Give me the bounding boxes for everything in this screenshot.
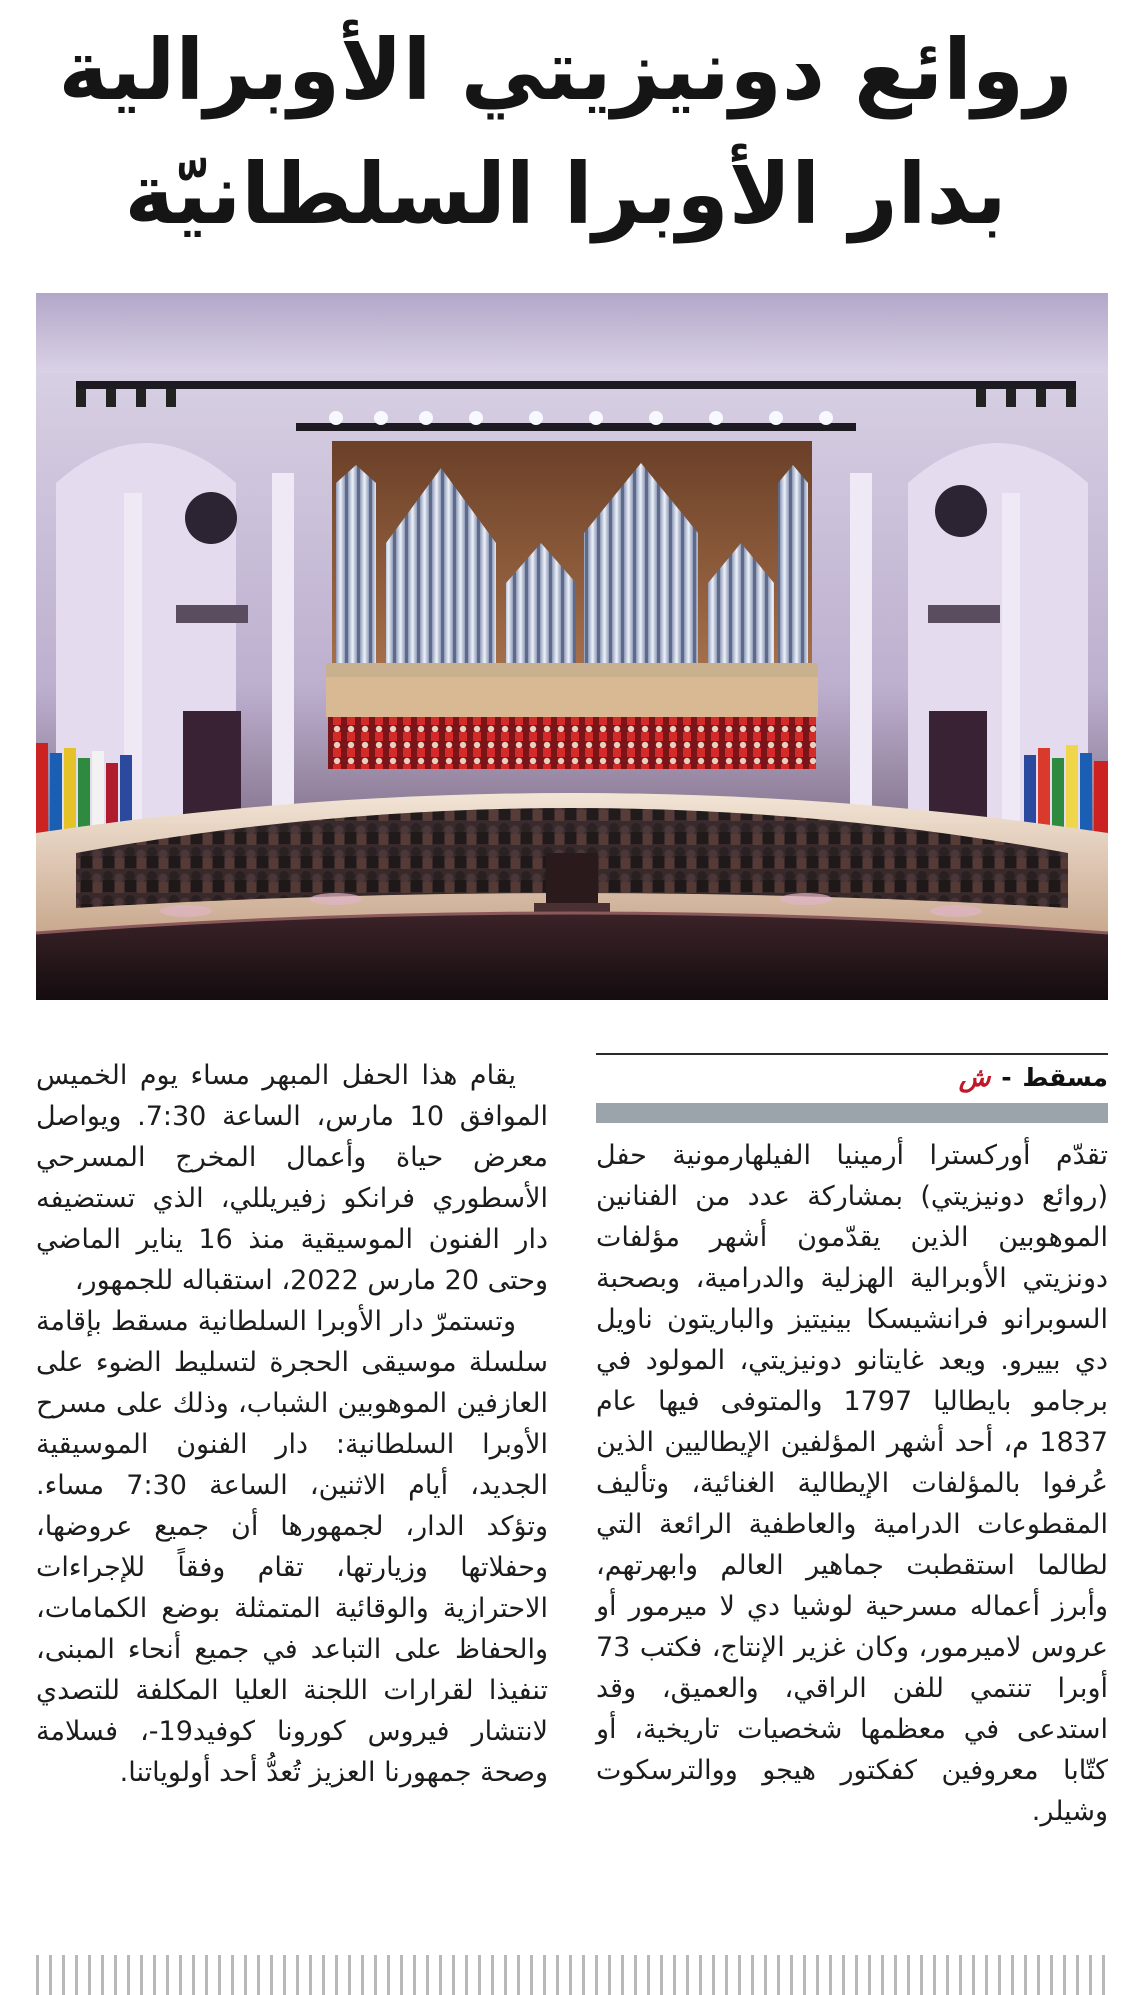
article-column-right (596, 1135, 1108, 1832)
dateline-city: مسقط (1022, 1063, 1108, 1092)
article-paragraph: وتستمرّ دار الأوبرا السلطانية مسقط بإقامة سلسلة موسيقى الحجرة لتسليط الضوء على العازفين الموهوبين الشباب، وذلك على مسرح الأوبرا السلطانية: دار الفنون الموسيقية الجديد، أيام الاثنين، الساعة 7:30 مساء. وتؤكد الدار، لجمهورها أن جميع عروضها، وحفلاتها وزيارتها، تقام وفقاً للإجراءات الاحترازية والوقائية المتمثلة بوضع الكمامات، والحفاظ على التباعد في جميع أنحاء المبنى، تنفيذا لقرارات اللجنة العليا المكلفة للتصدي لانتشار فيروس كورونا كوفيد19-، فسلامة وصحة جمهورنا العزيز تُعدُّ أحد أولوياتنا. (36, 1306, 549, 1788)
headline-line-1: روائع دونيزيتي الأوبرالية (58, 21, 1073, 119)
source-mark: ش (958, 1063, 991, 1093)
headline-line-2: بدار الأوبرا السلطانيّة (124, 145, 1007, 243)
dateline-separator: - (1001, 1063, 1012, 1092)
dateline-bar (596, 1103, 1108, 1123)
article-paragraph: يقام هذا الحفل المبهر مساء يوم الخميس الموافق 10 مارس، الساعة 7:30. ويواصل معرض حياة وأعمال المخرج المسرحي الأسطوري فرانكو زفيريللي، الذي تستضيفه دار الفنون الموسيقية منذ 16 يناير الماضي وحتى 20 مارس 2022، استقباله للجمهور، (36, 1060, 549, 1296)
concert-hall-illustration (36, 293, 1108, 1000)
article-paragraph: تقدّم أوركسترا أرمينيا الفيلهارمونية حفل (روائع دونيزيتي) بمشاركة عدد من الفنانين الموهوبين الذين يقدّمون أشهر مؤلفات دونزيتي الأوبرالية الهزلية والدرامية، وبصحبة السوبرانو فرانشيسكا بينيتيز والباريتون ناويل دي بييرو. ويعد غايتانو دونيزيتي، المولود في برجامو بايطاليا 1797 والمتوفى فيها عام 1837 م، أحد أشهر المؤلفين الإيطاليين الذين عُرفوا بالمؤلفات الإيطالية الغنائية، وتأليف المقطوعات الدرامية والعاطفية الرائعة التي لطالما استقطبت جماهير العالم وابهرتهم، وأبرز أعماله مسرحية لوشيا دي لا ميرمور أو عروس لاميرمور، وكان غزير الإنتاج، فكتب 73 أوبرا تنتمي للفن الراقي، والعميق، وقد استدعى في معظمها شخصيات تاريخية، أو كتّابا معروفين كفكتور هيجو ووالترسكوت وشيلر. (596, 1140, 1108, 1827)
page-bottom-rule (36, 1955, 1108, 1995)
headline (40, 8, 1091, 256)
dateline (596, 1060, 1108, 1096)
article-column-left (36, 1055, 548, 1793)
dateline-rule (596, 1053, 1108, 1055)
concert-hall-photo (36, 293, 1108, 1000)
